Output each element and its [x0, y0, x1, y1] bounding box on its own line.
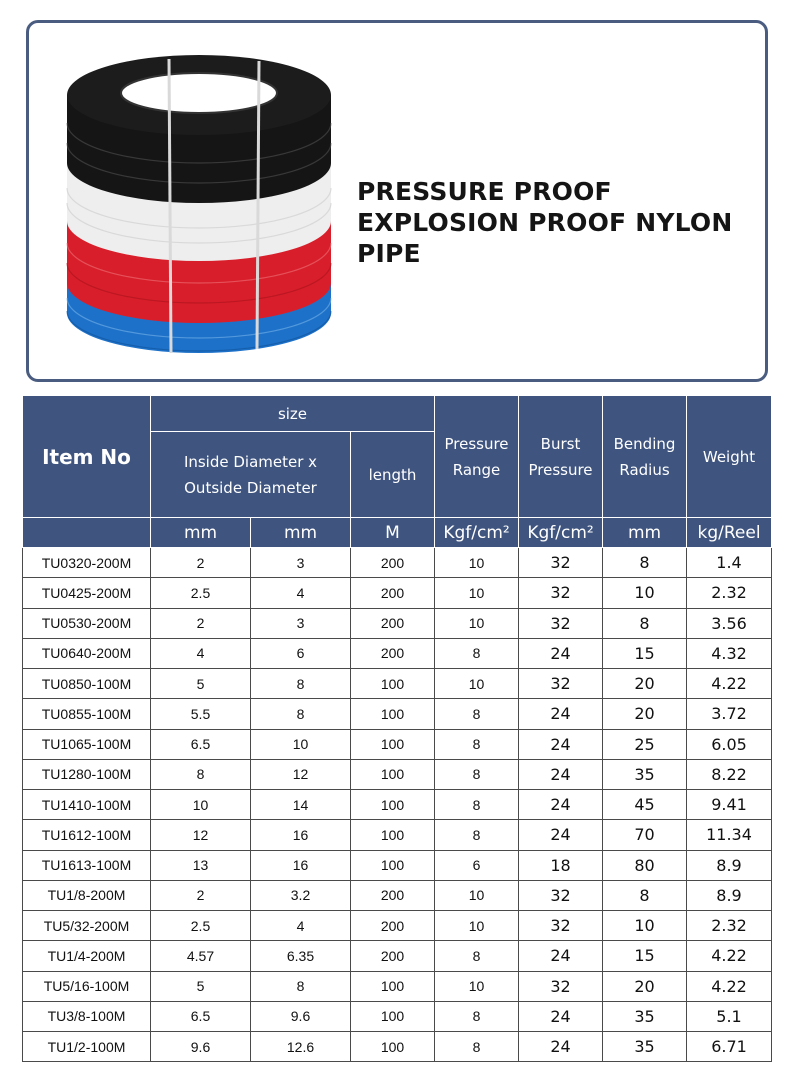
table-cell: 10 — [435, 880, 519, 910]
table-cell: 6.05 — [687, 729, 772, 759]
unit-cell: Kgf/cm² — [435, 518, 519, 548]
table-cell: 24 — [519, 1001, 603, 1031]
table-cell: 8 — [435, 790, 519, 820]
table-row — [23, 759, 772, 789]
product-hero-panel — [26, 20, 768, 382]
table-cell: 32 — [519, 971, 603, 1001]
table-cell: 10 — [603, 911, 687, 941]
table-cell: 6.71 — [687, 1032, 772, 1062]
table-cell: 3.56 — [687, 608, 772, 638]
table-cell: 4.22 — [687, 669, 772, 699]
table-cell: 10 — [435, 578, 519, 608]
table-cell: 2.5 — [151, 578, 251, 608]
table-cell: 8 — [151, 759, 251, 789]
table-row — [23, 790, 772, 820]
table-cell: 8 — [435, 1032, 519, 1062]
table-cell: 200 — [351, 548, 435, 578]
table-cell: 8 — [435, 699, 519, 729]
product-title: PRESSURE PROOF EXPLOSION PROOF NYLON PIPE — [357, 177, 733, 268]
table-row — [23, 1001, 772, 1031]
table-cell: 24 — [519, 941, 603, 971]
item-no-cell: TU5/32-200M — [23, 911, 151, 941]
table-row — [23, 820, 772, 850]
table-cell: 2 — [151, 880, 251, 910]
table-cell: 18 — [519, 850, 603, 880]
item-no-cell: TU0850-100M — [23, 669, 151, 699]
item-no-cell: TU0320-200M — [23, 548, 151, 578]
table-cell: 100 — [351, 1001, 435, 1031]
table-cell: 32 — [519, 669, 603, 699]
table-cell: 10 — [435, 669, 519, 699]
item-no-cell: TU0530-200M — [23, 608, 151, 638]
unit-cell: mm — [603, 518, 687, 548]
table-cell: 35 — [603, 1032, 687, 1062]
table-cell: 4.32 — [687, 638, 772, 668]
item-no-cell: TU0855-100M — [23, 699, 151, 729]
item-no-cell: TU0640-200M — [23, 638, 151, 668]
table-cell: 100 — [351, 669, 435, 699]
table-cell: 12 — [251, 759, 351, 789]
table-cell: 3 — [251, 608, 351, 638]
table-cell: 32 — [519, 911, 603, 941]
table-row — [23, 578, 772, 608]
table-cell: 8 — [603, 880, 687, 910]
item-no-cell: TU5/16-100M — [23, 971, 151, 1001]
table-cell: 8 — [435, 820, 519, 850]
unit-cell: mm — [151, 518, 251, 548]
table-cell: 9.6 — [251, 1001, 351, 1031]
table-cell: 45 — [603, 790, 687, 820]
header-length: length — [351, 432, 435, 518]
unit-cell: kg/Reel — [687, 518, 772, 548]
table-body — [23, 548, 772, 1062]
item-no-cell: TU3/8-100M — [23, 1001, 151, 1031]
table-cell: 15 — [603, 638, 687, 668]
table-row — [23, 1032, 772, 1062]
table-cell: 32 — [519, 578, 603, 608]
table-cell: 16 — [251, 820, 351, 850]
table-cell: 20 — [603, 971, 687, 1001]
table-cell: 4 — [151, 638, 251, 668]
table-cell: 8 — [251, 971, 351, 1001]
unit-row — [23, 518, 772, 548]
table-cell: 3.72 — [687, 699, 772, 729]
table-cell: 32 — [519, 608, 603, 638]
table-cell: 80 — [603, 850, 687, 880]
table-cell: 12 — [151, 820, 251, 850]
item-no-cell: TU1612-100M — [23, 820, 151, 850]
item-no-cell: TU1/8-200M — [23, 880, 151, 910]
unit-cell-item — [23, 518, 151, 548]
table-cell: 8 — [603, 608, 687, 638]
header-size: size — [151, 396, 435, 432]
table-cell: 4 — [251, 911, 351, 941]
table-cell: 4.57 — [151, 941, 251, 971]
table-cell: 6.5 — [151, 1001, 251, 1031]
table-cell: 8 — [603, 548, 687, 578]
table-cell: 5.5 — [151, 699, 251, 729]
nylon-pipe-coil-image — [59, 53, 339, 373]
table-cell: 24 — [519, 729, 603, 759]
table-cell: 8 — [251, 669, 351, 699]
table-cell: 6 — [251, 638, 351, 668]
header-pressure-range: Pressure Range — [435, 396, 519, 518]
table-row — [23, 729, 772, 759]
table-cell: 8 — [435, 638, 519, 668]
table-cell: 100 — [351, 759, 435, 789]
table-cell: 32 — [519, 548, 603, 578]
table-cell: 6.35 — [251, 941, 351, 971]
table-cell: 2.32 — [687, 911, 772, 941]
table-cell: 24 — [519, 759, 603, 789]
table-row — [23, 880, 772, 910]
table-cell: 8 — [435, 729, 519, 759]
table-cell: 9.6 — [151, 1032, 251, 1062]
table-cell: 12.6 — [251, 1032, 351, 1062]
table-cell: 200 — [351, 578, 435, 608]
table-cell: 24 — [519, 699, 603, 729]
table-cell: 25 — [603, 729, 687, 759]
table-cell: 8 — [435, 1001, 519, 1031]
header-burst-pressure: Burst Pressure — [519, 396, 603, 518]
table-cell: 4.22 — [687, 941, 772, 971]
table-cell: 100 — [351, 699, 435, 729]
table-cell: 4 — [251, 578, 351, 608]
table-row — [23, 971, 772, 1001]
item-no-cell: TU1/4-200M — [23, 941, 151, 971]
table-cell: 10 — [603, 578, 687, 608]
item-no-cell: TU1410-100M — [23, 790, 151, 820]
table-cell: 200 — [351, 638, 435, 668]
table-cell: 8.9 — [687, 850, 772, 880]
table-row — [23, 548, 772, 578]
table-row — [23, 669, 772, 699]
unit-cell: Kgf/cm² — [519, 518, 603, 548]
table-cell: 1.4 — [687, 548, 772, 578]
table-cell: 5 — [151, 971, 251, 1001]
table-cell: 10 — [435, 548, 519, 578]
table-cell: 8 — [435, 759, 519, 789]
table-cell: 8 — [435, 941, 519, 971]
table-cell: 20 — [603, 699, 687, 729]
table-cell: 2.32 — [687, 578, 772, 608]
table-cell: 11.34 — [687, 820, 772, 850]
table-cell: 15 — [603, 941, 687, 971]
table-cell: 24 — [519, 790, 603, 820]
table-cell: 32 — [519, 880, 603, 910]
table-row — [23, 850, 772, 880]
table-row — [23, 608, 772, 638]
table-row — [23, 638, 772, 668]
table-cell: 24 — [519, 820, 603, 850]
table-cell: 14 — [251, 790, 351, 820]
table-cell: 200 — [351, 608, 435, 638]
table-cell: 100 — [351, 729, 435, 759]
table-cell: 10 — [251, 729, 351, 759]
table-cell: 100 — [351, 1032, 435, 1062]
table-row — [23, 941, 772, 971]
table-cell: 9.41 — [687, 790, 772, 820]
table-cell: 200 — [351, 941, 435, 971]
table-cell: 200 — [351, 880, 435, 910]
table-cell: 200 — [351, 911, 435, 941]
table-cell: 6.5 — [151, 729, 251, 759]
table-cell: 10 — [435, 911, 519, 941]
unit-cell: M — [351, 518, 435, 548]
table-cell: 100 — [351, 850, 435, 880]
table-cell: 24 — [519, 638, 603, 668]
table-cell: 3.2 — [251, 880, 351, 910]
table-row — [23, 699, 772, 729]
table-cell: 70 — [603, 820, 687, 850]
header-item-no: Item No — [23, 396, 151, 518]
table-cell: 8 — [251, 699, 351, 729]
table-cell: 35 — [603, 1001, 687, 1031]
table-cell: 100 — [351, 971, 435, 1001]
table-cell: 35 — [603, 759, 687, 789]
table-cell: 4.22 — [687, 971, 772, 1001]
table-cell: 100 — [351, 820, 435, 850]
item-no-cell: TU0425-200M — [23, 578, 151, 608]
item-no-cell: TU1280-100M — [23, 759, 151, 789]
table-cell: 8.9 — [687, 880, 772, 910]
table-cell: 10 — [435, 971, 519, 1001]
table-cell: 100 — [351, 790, 435, 820]
table-cell: 6 — [435, 850, 519, 880]
item-no-cell: TU1613-100M — [23, 850, 151, 880]
table-cell: 10 — [151, 790, 251, 820]
item-no-cell: TU1065-100M — [23, 729, 151, 759]
table-cell: 8.22 — [687, 759, 772, 789]
table-cell: 16 — [251, 850, 351, 880]
header-bending-radius: Bending Radius — [603, 396, 687, 518]
table-cell: 2.5 — [151, 911, 251, 941]
unit-cell: mm — [251, 518, 351, 548]
table-cell: 10 — [435, 608, 519, 638]
table-row — [23, 911, 772, 941]
table-cell: 24 — [519, 1032, 603, 1062]
header-weight: Weight — [687, 396, 772, 518]
table-cell: 20 — [603, 669, 687, 699]
table-cell: 13 — [151, 850, 251, 880]
header-inside-outside-diameter: Inside Diameter x Outside Diameter — [151, 432, 351, 518]
table-cell: 5.1 — [687, 1001, 772, 1031]
table-cell: 2 — [151, 548, 251, 578]
spec-table — [22, 395, 772, 1062]
table-cell: 2 — [151, 608, 251, 638]
item-no-cell: TU1/2-100M — [23, 1032, 151, 1062]
table-cell: 5 — [151, 669, 251, 699]
table-cell: 3 — [251, 548, 351, 578]
